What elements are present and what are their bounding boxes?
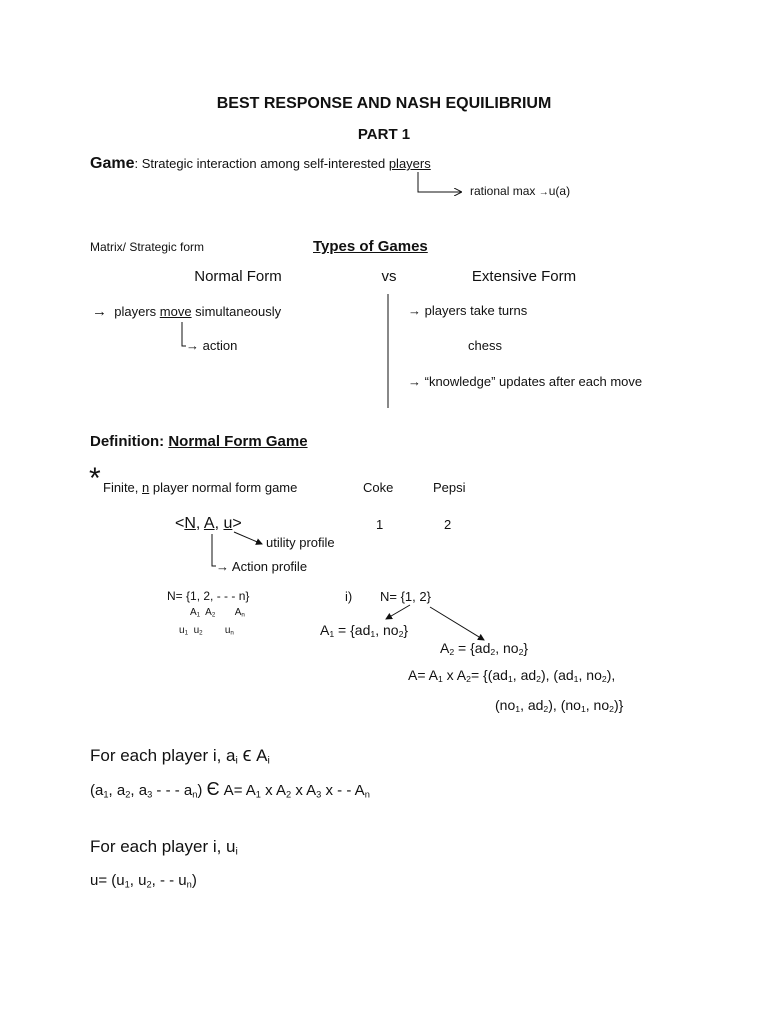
rational-max-label: rational max [470,184,536,198]
vs-label: vs [381,268,397,285]
simultaneously-label: simultaneously [191,304,282,319]
extensive-form-heading: Extensive Form [471,268,577,285]
part-heading: PART 1 [357,126,411,143]
game-tuple [175,516,242,532]
page-title: BEST RESPONSE AND NASH EQUILIBRIUM [216,95,552,112]
coke-label: Coke [363,480,394,495]
game-description: : Strategic interaction among self-interested [134,156,389,171]
a2-symbol: A [205,607,212,618]
u2-symbol: u [193,625,200,636]
a1-symbol: A [190,607,197,618]
utility-profile-label: utility profile [266,535,335,550]
tuple-u: u [223,515,233,532]
definition-label: Definition: [90,433,169,450]
u1-symbol: u [179,625,185,636]
utility-function-label: u(a) [548,184,571,198]
rational-max-arrow: → [538,187,549,198]
a-sets-row: $A_1$ $A_2$ $A_n$ [190,607,245,619]
normal-form-heading: Normal Form [194,268,282,285]
n-variable: n [142,480,150,495]
tuple-separator: , [195,515,204,532]
star-mark: * [89,462,101,495]
a2-example: $A_2 = \{ad_2$, $no_2$} [440,640,529,658]
players-word: players [388,156,431,171]
utility-profile-line: $u= (u_1$, $u_2$, - - $u_n$) [90,872,197,890]
a1-example: $A_1 = \{ad_1$, $no_2$} [320,622,409,640]
finite-label: Finite, [103,480,143,495]
action-item: → action [186,338,238,353]
chess-item: chess [468,338,502,353]
example-label: i) [345,589,353,604]
an-symbol: A [234,607,242,618]
tuple-n: N [184,515,196,532]
definition-line [90,434,308,449]
bullet-arrow: → [92,303,107,320]
matrix-form-note: Matrix/ Strategic form [90,240,205,254]
normal-form-game-term: Normal Form Game [168,433,308,450]
a-product-line2: ($no_1$, $ad_2$), ($no_1$, $no_2$)} [495,697,624,715]
take-turns-item: → players take turns [408,303,528,318]
tuple-close: > [232,515,242,532]
n-to-a1-arrow [386,605,410,619]
n-example: N= {1, 2} [380,589,431,604]
action-profile-membership-line: ($a_1$, $a_2$, $a_3$ - - - $a_n$) Є $A= A_1$ x $A_2$ x $A_3$ x - - $A_n$ [90,779,370,800]
un-symbol: u [224,625,231,636]
n-set-definition: N= {1, 2, - - - n} [167,589,250,603]
types-of-games-heading: Types of Games [313,238,428,255]
n-to-a2-arrow [430,607,484,640]
game-term: Game [90,155,135,172]
player-game-label: player normal form game [149,480,298,495]
knowledge-updates-item: → “knowledge” updates after each move [408,374,643,389]
rational-max-note [470,185,570,198]
action-membership-line: For each player i, $a_i$ ϵ $A_i$ [90,744,270,767]
a-product-line1: $A= A_1$ x $A_2= \{(ad_1$, $ad_2$), ($ad_1$, $no_2$), [408,667,616,685]
utility-per-player-line: For each player i, $u_i$ [90,837,238,858]
pepsi-player-number: 2 [444,517,452,532]
finite-game-line [103,481,297,494]
game-definition-line [90,156,431,172]
tuple-separator: , [214,515,224,532]
tuple-open: < [175,515,185,532]
move-word: move [159,304,192,319]
players-label: players [114,304,160,319]
simultaneous-move-item [92,304,281,319]
coke-player-number: 1 [376,517,384,532]
tuple-a: A [203,515,215,532]
pepsi-label: Pepsi [433,480,466,495]
u-sets-row: $u_1$ $u_2$ $u_n$ [179,625,234,637]
action-profile-label: → Action profile [216,559,308,574]
utility-arrow [234,532,262,544]
players-annotation-arrow [418,172,461,192]
